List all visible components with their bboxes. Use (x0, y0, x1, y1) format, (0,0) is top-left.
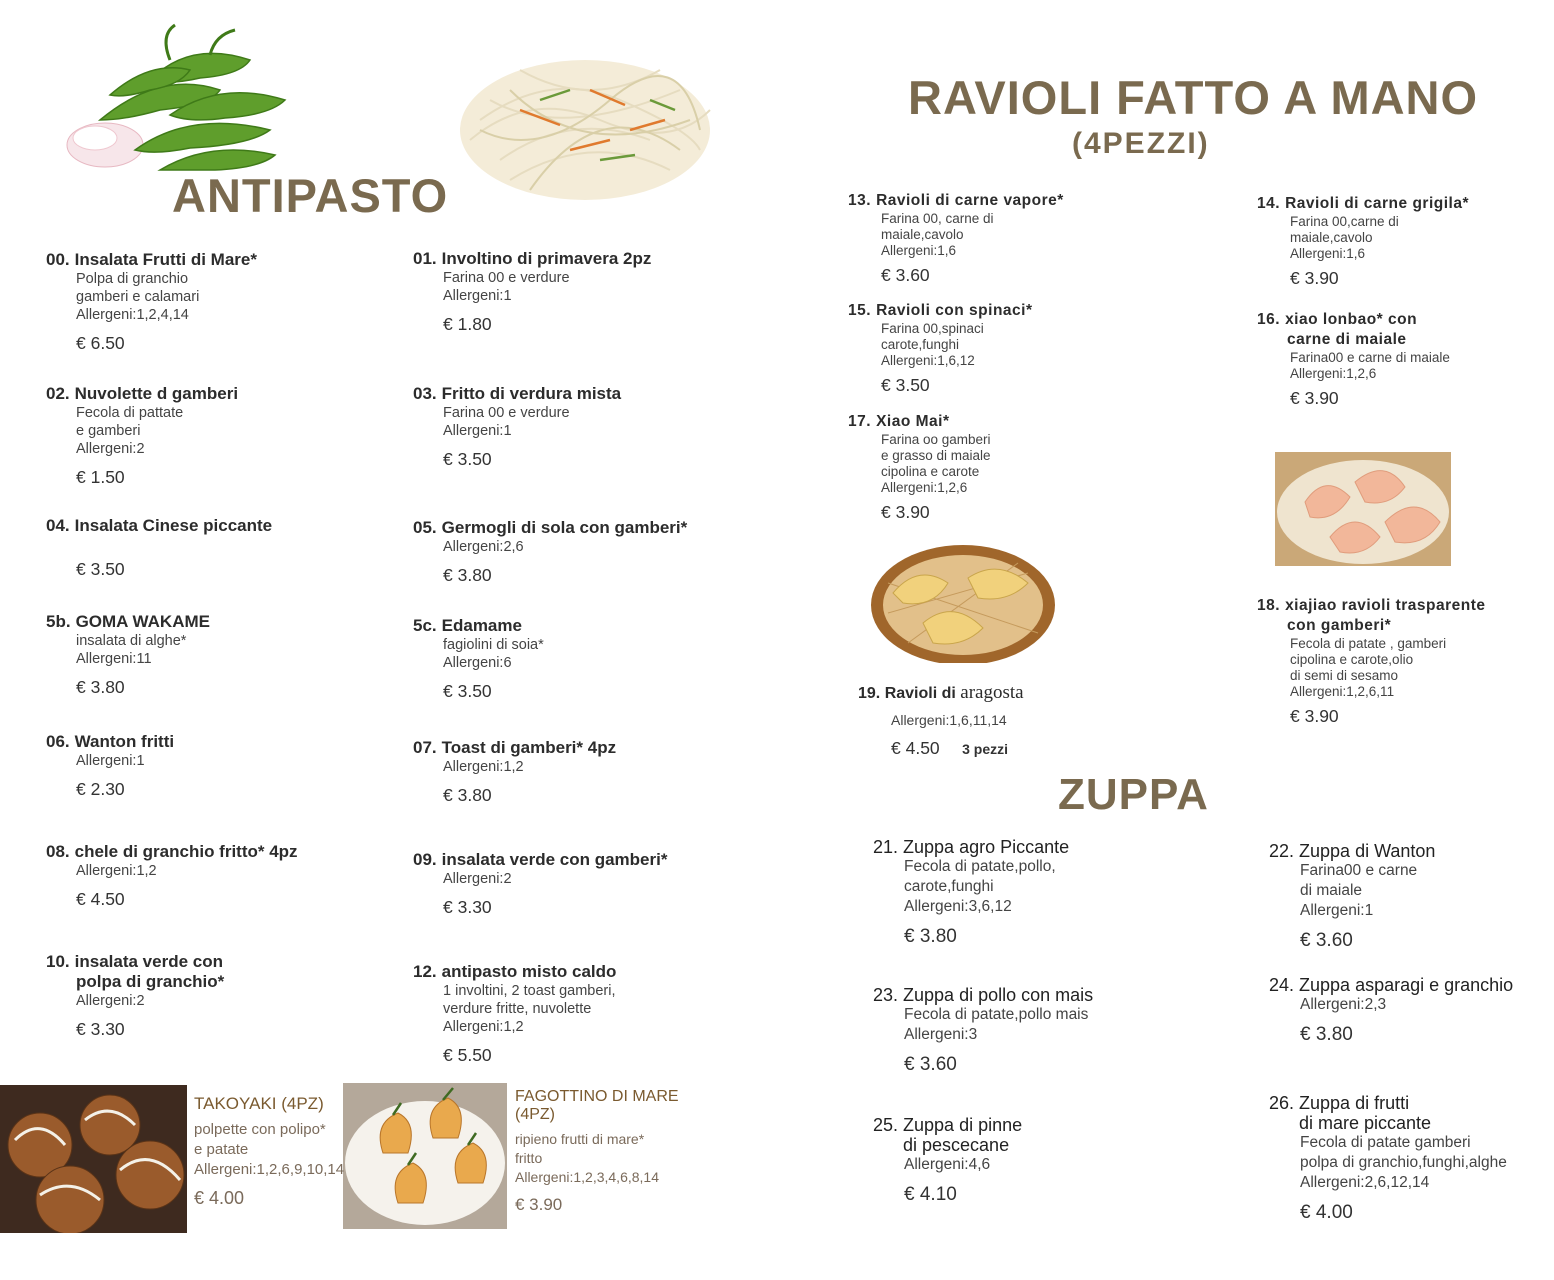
item-price: € 3.80 (76, 677, 125, 697)
item-description-line: Allergeni:1,2,6,9,10,14 (194, 1161, 345, 1178)
item-price: € 4.00 (1300, 1202, 1353, 1223)
item-description-line: cipolina e carote (881, 464, 980, 479)
item-description-line: Allergeni:1 (76, 753, 145, 769)
item-name: Zuppa di pinne (903, 1115, 1023, 1135)
item-number: 22. (1269, 841, 1295, 861)
item-name-row (46, 952, 376, 972)
item-name-row (46, 842, 376, 862)
item-description-line: Allergeni:1,2,6,11 (1290, 684, 1395, 699)
item-description-line: di maiale (1300, 882, 1363, 899)
item-price: € 3.30 (76, 1019, 125, 1039)
item-description-line: e gamberi (76, 423, 141, 439)
item-name-row (413, 962, 743, 982)
item-number: 5c. (413, 616, 437, 635)
item-price: € 3.90 (1290, 388, 1339, 408)
item-number: 09. (413, 850, 437, 869)
item-name-row (1257, 596, 1554, 616)
item-pieces: 3 pezzi (962, 741, 1009, 757)
item-name-2: di mare piccante (1299, 1113, 1432, 1133)
item-description-line: verdure fritte, nuvolette (443, 1001, 592, 1017)
item-description-line: Farina 00, carne di (881, 211, 994, 226)
item-name: TAKOYAKI (4PZ) (194, 1094, 324, 1113)
item-description-line: Farina 00,carne di (1290, 214, 1399, 229)
menu-item (413, 616, 743, 702)
item-description-line: Fecola di patate,pollo, (904, 858, 1056, 875)
menu-item (46, 952, 376, 1040)
item-price: € 3.50 (881, 375, 930, 395)
item-price: € 5.50 (443, 1045, 492, 1065)
item-name-row (46, 384, 376, 404)
item-name-row (873, 1115, 1203, 1135)
item-name: FAGOTTINO DI MARE (515, 1088, 679, 1105)
item-price: € 3.50 (76, 559, 125, 579)
item-description-line: Allergeni:3,6,12 (904, 898, 1012, 915)
item-name-row (1269, 841, 1554, 861)
item-price: € 4.50 (891, 738, 940, 758)
item-name: Ravioli di (884, 685, 956, 702)
item-number: 13. (848, 192, 872, 209)
item-description-line: Allergeni:2 (443, 871, 512, 887)
item-name-row (413, 616, 743, 636)
item-description-line: Allergeni:2,6 (443, 539, 524, 555)
item-name: Insalata Cinese piccante (74, 516, 273, 535)
item-name: Zuppa di Wanton (1299, 841, 1436, 861)
item-price: € 3.50 (443, 681, 492, 701)
item-number: 03. (413, 384, 437, 403)
item-name-row (413, 249, 743, 269)
item-number: 18. (1257, 597, 1281, 614)
item-name-row (848, 191, 1178, 211)
item-name-row (46, 732, 376, 752)
item-description (515, 1130, 675, 1187)
item-description-line: fagiolini di soia* (443, 637, 544, 653)
menu-item (413, 518, 743, 586)
item-number: 25. (873, 1115, 899, 1135)
item-number: 23. (873, 985, 899, 1005)
item-name-row (1269, 1093, 1554, 1113)
bean-sprouts-image (450, 30, 720, 210)
item-price: € 3.50 (443, 449, 492, 469)
item-description-line: Allergeni:1,2,6 (881, 480, 968, 495)
item-name: Ravioli di carne vapore* (876, 192, 1064, 209)
menu-item (413, 962, 743, 1066)
item-number: 02. (46, 384, 70, 403)
item-price: € 3.90 (1290, 706, 1339, 726)
item-name: GOMA WAKAME (75, 612, 210, 631)
item-number: 5b. (46, 612, 71, 631)
item-description-line: Allergeni:2,3 (1300, 996, 1387, 1013)
menu-item (413, 738, 743, 806)
item-description-line: polpette con polipo* (194, 1121, 326, 1138)
fagottino-item (515, 1088, 679, 1215)
item-price: € 4.10 (904, 1184, 957, 1205)
antipasto-title: ANTIPASTO (172, 169, 449, 222)
item-description-line: Allergeni:3 (904, 1026, 978, 1043)
item-name: Insalata Frutti di Mare* (74, 250, 257, 269)
item-price: € 2.30 (76, 779, 125, 799)
item-name-row (46, 516, 376, 536)
menu-item (46, 384, 376, 488)
item-number: 12. (413, 962, 437, 981)
item-price: € 3.60 (1300, 930, 1353, 951)
item-name: Xiao Mai* (876, 413, 950, 430)
item-name-row (873, 985, 1203, 1005)
item-description-line: Allergeni:1 (1300, 902, 1374, 919)
menu-item (413, 384, 743, 470)
item-name: Involtino di primavera 2pz (441, 249, 652, 268)
item-description-line: Farina00 e carne (1300, 862, 1418, 879)
menu-item (873, 1115, 1203, 1206)
item-description (194, 1120, 344, 1180)
menu-item (46, 732, 376, 800)
takoyaki-image (0, 1085, 187, 1233)
menu-item (413, 850, 743, 918)
item-description-line: fritto (515, 1150, 543, 1166)
item-number: 06. (46, 732, 70, 751)
item-number: 26. (1269, 1093, 1295, 1113)
fagottino-image (343, 1083, 507, 1229)
item-name-2: carne di maiale (1287, 331, 1407, 348)
item-description-line: Allergeni:1,6,12 (881, 353, 975, 368)
item-name: Zuppa di pollo con mais (903, 985, 1094, 1005)
menu-item (46, 612, 376, 698)
takoyaki-item (194, 1094, 344, 1209)
item-number: 17. (848, 413, 872, 430)
menu-item (1257, 596, 1554, 727)
item-name-row (413, 518, 743, 538)
item-description-line: Farina00 e carne di maiale (1290, 350, 1450, 365)
menu-item-aragosta (858, 682, 1118, 759)
item-description-line: Allergeni:2 (76, 993, 145, 1009)
menu-item (848, 412, 1178, 523)
item-description-line: maiale,cavolo (881, 227, 964, 242)
item-allergens: Allergeni:1,6,11,14 (891, 712, 1007, 728)
item-name-row (1257, 310, 1554, 330)
item-name: insalata verde con gamberi* (441, 850, 668, 869)
item-name-row (413, 738, 743, 758)
menu-item (1257, 310, 1554, 409)
item-description-line: Allergeni:2,6,12,14 (1300, 1174, 1430, 1191)
menu-item (46, 516, 376, 580)
item-number: 07. (413, 738, 437, 757)
menu-item (1269, 975, 1554, 1046)
item-description-line: Farina 00 e verdure (443, 270, 570, 286)
item-name-row (413, 850, 743, 870)
item-name-2: con gamberi* (1287, 617, 1392, 634)
item-description-line: Allergeni:1,6 (881, 243, 957, 258)
item-price: € 3.80 (443, 565, 492, 585)
item-name-row (413, 384, 743, 404)
item-description-line: e grasso di maiale (881, 448, 991, 463)
item-description-line: carote,funghi (881, 337, 960, 352)
item-price: € 4.50 (76, 889, 125, 909)
item-description-line: Allergeni:2 (76, 441, 145, 457)
item-number: 19. (858, 685, 881, 702)
menu-item (413, 249, 743, 335)
item-price: € 3.60 (881, 265, 930, 285)
item-description-line: Allergeni:1,2 (443, 759, 524, 775)
gyoza-image (868, 543, 1058, 663)
item-name-row (1269, 975, 1554, 995)
item-price: € 3.60 (904, 1054, 957, 1075)
item-name: Fritto di verdura mista (441, 384, 622, 403)
item-name: xiao lonbao* con (1285, 311, 1418, 328)
item-number: 04. (46, 516, 70, 535)
item-description-line: Fecola di patate , gamberi (1290, 636, 1447, 651)
item-description-line: Allergeni:1,2,4,14 (76, 307, 189, 323)
menu-item (1269, 1093, 1554, 1224)
item-description-line: Polpa di granchio (76, 271, 189, 287)
item-number: 14. (1257, 195, 1281, 212)
item-name: Ravioli di carne grigila* (1285, 195, 1469, 212)
menu-item (848, 301, 1178, 396)
item-description-line: cipolina e carote,olio (1290, 652, 1414, 667)
item-description-line: ripieno frutti di mare* (515, 1131, 645, 1147)
menu-item (46, 250, 376, 354)
item-name: antipasto misto caldo (441, 962, 617, 981)
item-name-row (873, 837, 1203, 857)
item-name-2: di pescecane (903, 1135, 1010, 1155)
item-description-line: Allergeni:1,2,6 (1290, 366, 1377, 381)
item-description-line: Allergeni:1 (443, 288, 512, 304)
item-name-row (1257, 194, 1554, 214)
edamame-image (40, 20, 290, 175)
item-price: € 3.30 (443, 897, 492, 917)
item-description-line: Farina 00,spinaci (881, 321, 984, 336)
item-description-line: polpa di granchio,funghi,alghe (1300, 1154, 1507, 1171)
item-description-line: Allergeni:6 (443, 655, 512, 671)
item-name: Edamame (441, 616, 522, 635)
item-name-2: (4PZ) (515, 1106, 555, 1123)
item-description-line: maiale,cavolo (1290, 230, 1373, 245)
item-name-b: aragosta (960, 682, 1024, 703)
har-gow-image (1275, 452, 1451, 566)
item-description-line: Fecola di patate gamberi (1300, 1134, 1471, 1151)
item-number: 00. (46, 250, 70, 269)
item-description-line: 1 involtini, 2 toast gamberi, (443, 983, 616, 999)
item-name-row (46, 250, 376, 270)
item-description-line: Allergeni:4,6 (904, 1156, 991, 1173)
item-name: Wanton fritti (74, 732, 175, 751)
item-price: € 1.80 (443, 314, 492, 334)
item-price: € 1.50 (76, 467, 125, 487)
item-name: insalata verde con (74, 952, 223, 971)
item-name-row (46, 612, 376, 632)
item-price: € 3.80 (1300, 1024, 1353, 1045)
ravioli-subtitle: (4PEZZI) (1072, 127, 1210, 160)
ravioli-title: RAVIOLI FATTO A MANO (908, 71, 1479, 124)
item-description-line: carote,funghi (904, 878, 994, 895)
item-description-line: Allergeni:1,2 (76, 863, 157, 879)
item-name-2: polpa di granchio* (76, 972, 225, 991)
item-description-line: Allergeni:1 (443, 423, 512, 439)
item-number: 01. (413, 249, 437, 268)
item-price: € 3.80 (904, 926, 957, 947)
item-number: 05. (413, 518, 437, 537)
item-number: 15. (848, 302, 872, 319)
menu-item (46, 842, 376, 910)
item-name: Zuppa agro Piccante (903, 837, 1070, 857)
item-name-row (848, 412, 1178, 432)
item-description-line: e patate (194, 1141, 249, 1158)
item-number: 24. (1269, 975, 1295, 995)
item-name: Zuppa di frutti (1299, 1093, 1410, 1113)
item-name: chele di granchio fritto* 4pz (74, 842, 298, 861)
item-name: Ravioli con spinaci* (876, 302, 1033, 319)
item-description-line: Fecola di pattate (76, 405, 184, 421)
item-description-line: Farina oo gamberi (881, 432, 991, 447)
item-description-line: di semi di sesamo (1290, 668, 1399, 683)
zuppa-title: ZUPPA (1058, 770, 1209, 819)
menu-item (873, 837, 1203, 948)
item-name: Zuppa asparagi e granchio (1299, 975, 1514, 995)
item-number: 16. (1257, 311, 1281, 328)
item-description-line: Fecola di patate,pollo mais (904, 1006, 1089, 1023)
menu-item (1257, 194, 1554, 289)
item-description-line: Allergeni:1,2,3,4,6,8,14 (515, 1169, 659, 1185)
item-price: € 3.90 (881, 502, 930, 522)
item-number: 10. (46, 952, 70, 971)
item-price: € 3.90 (515, 1195, 563, 1214)
item-name-row (848, 301, 1178, 321)
item-description-line: Allergeni:1,2 (443, 1019, 524, 1035)
menu-item (848, 191, 1178, 286)
menu-item (873, 985, 1203, 1076)
item-name: Nuvolette d gamberi (74, 384, 239, 403)
menu-item (1269, 841, 1554, 952)
item-number: 21. (873, 837, 899, 857)
item-name: xiajiao ravioli trasparente (1285, 597, 1486, 614)
item-description-line: Allergeni:1,6 (1290, 246, 1366, 261)
item-description-line: insalata di alghe* (76, 633, 187, 649)
item-price: € 3.90 (1290, 268, 1339, 288)
item-name: Toast di gamberi* 4pz (441, 738, 617, 757)
item-price: € 4.00 (194, 1188, 245, 1208)
item-number: 08. (46, 842, 70, 861)
item-description-line: gamberi e calamari (76, 289, 200, 305)
item-price: € 6.50 (76, 333, 125, 353)
item-name: Germogli di sola con gamberi* (441, 518, 688, 537)
item-description-line: Farina 00 e verdure (443, 405, 570, 421)
item-description-line: Allergeni:11 (76, 651, 152, 667)
item-price: € 3.80 (443, 785, 492, 805)
